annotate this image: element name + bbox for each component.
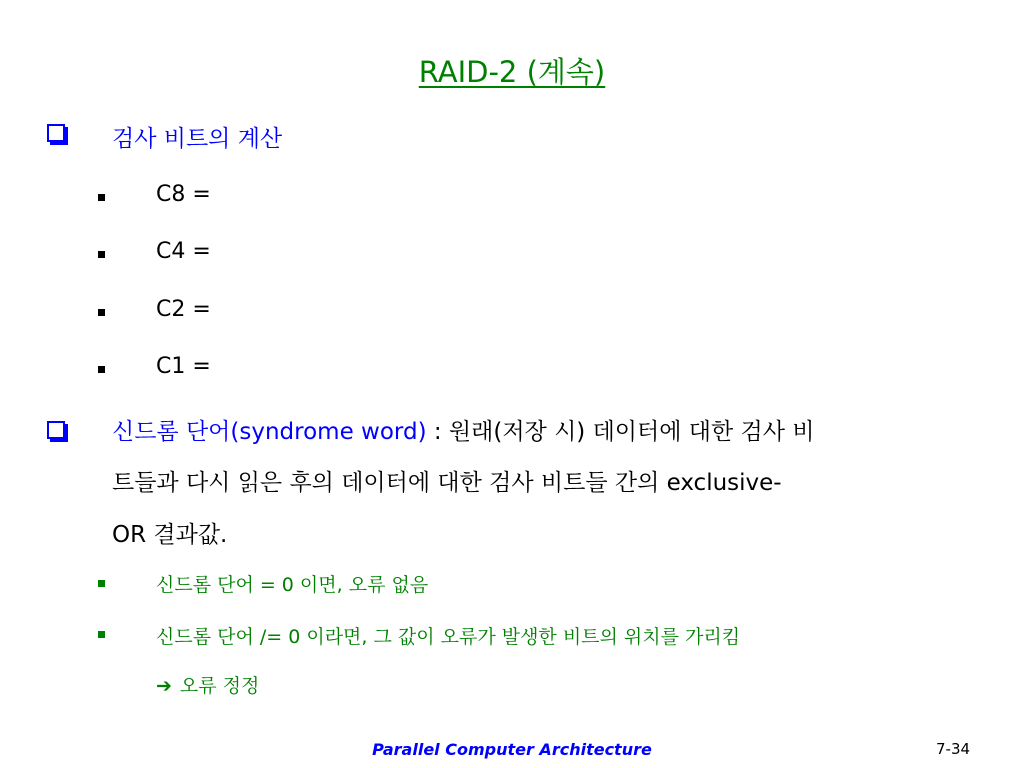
syndrome-nonzero-item: 신드롬 단어 /= 0 이라면, 그 값이 오류가 발생한 비트의 위치를 가리킴	[156, 626, 741, 648]
slide-title: RAID-2 (계속)	[418, 55, 606, 89]
syndrome-definition-line1	[112, 413, 814, 446]
page-number: 7-34	[936, 740, 971, 758]
right-arrow-icon: ➔	[156, 675, 172, 697]
check-bit-c8: C8 =	[156, 182, 211, 207]
checkbox-bullet-icon	[47, 421, 65, 439]
error-correction-line	[156, 671, 259, 698]
check-bit-c1: C1 =	[156, 354, 211, 379]
square-bullet-icon	[98, 309, 105, 316]
square-bullet-icon	[98, 251, 105, 258]
square-bullet-icon	[98, 580, 105, 587]
syndrome-word-term: 신드롬 단어(syndrome word)	[112, 419, 427, 445]
section1-heading: 검사 비트의 계산	[112, 126, 283, 152]
square-bullet-icon	[98, 631, 105, 638]
square-bullet-icon	[98, 194, 105, 201]
syndrome-definition-line2: 트들과 다시 읽은 후의 데이터에 대한 검사 비트들 간의 exclusive-	[112, 470, 782, 496]
syndrome-definition-text: : 원래(저장 시) 데이터에 대한 검사 비	[426, 419, 815, 445]
syndrome-definition-line3: OR 결과값.	[112, 522, 228, 548]
checkbox-bullet-icon	[47, 124, 65, 142]
check-bit-c2: C2 =	[156, 297, 211, 322]
check-bit-c4: C4 =	[156, 239, 211, 264]
syndrome-zero-item: 신드롬 단어 = 0 이면, 오류 없음	[156, 574, 429, 596]
square-bullet-icon	[98, 366, 105, 373]
error-correction-text: 오류 정정	[179, 675, 260, 697]
footer-title: Parallel Computer Architecture	[372, 740, 652, 759]
